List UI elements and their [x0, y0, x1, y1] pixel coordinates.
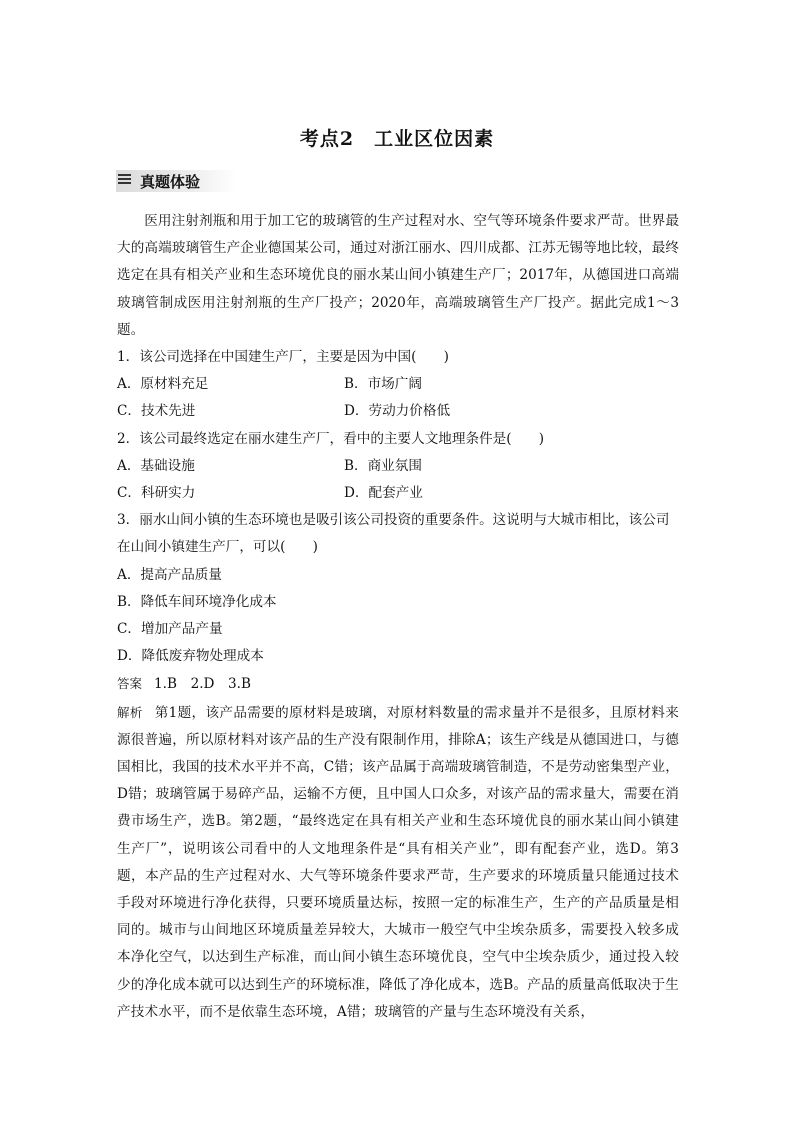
question-3: [117, 507, 679, 670]
question-stem: 3．丽水山间小镇的生态环境也是吸引该公司投资的重要条件。这说明与大城市相比，该公司在山间小镇建生产厂，可以( ): [117, 512, 670, 556]
options: [117, 453, 679, 507]
explanation-text: 第1题，该产品需要的原材料是玻璃，对原材料数量的需求量并不是很多，且原材料来源很普遍，所以原材料对该产品的生产没有限制作用，排除A；该生产线是从德国进口，与德国相比，我国的技术水平并不高，C错；该产品属于高端玻璃管制造，不是劳动密集型产业，D错；玻璃管属于易碎产品，运输不方便，且中国人口众多，对该产品的需求量大，需要在消费市场生产，选B。第2题，“最终选定在具有相关产业和生态环境优良的丽水某山间小镇建生产厂”，说明该公司看中的人文地理条件是“具有相关产业”，即有配套产业，选D。第3题，本产品的生产过程对水、大气等环境条件要求严苛，生产要求的环境质量只能通过技术手段对环境进行净化获得，只要环境质量达标，按照一定的标准生产，生产的产品质量是相同的。城市与山间地区环境质量差异较大，大城市一般空气中尘埃杂质多，需要投入较多成本净化空气，以达到生产标准，而山间小镇生态环境优良，空气中尘埃杂质少，通过投入较少的净化成本就可以达到生产的环境标准，降低了净化成本，选B。产品的质量高低取决于生产技术水平，而不是依靠生态环境，A错；玻璃管的产量与生态环境没有关系，: [117, 704, 679, 1020]
option-c: C．技术先进: [117, 403, 196, 420]
option-c: C．增加产品产量: [117, 621, 223, 638]
content-body: [117, 208, 679, 1026]
question-1: [117, 344, 679, 426]
option-d: D．配套产业: [344, 485, 423, 502]
answer-text: 1.B 2.D 3.B: [154, 676, 251, 693]
options: [117, 371, 679, 425]
question-2: [117, 426, 679, 508]
answer-label: 答案: [117, 676, 143, 692]
option-d: D．劳动力价格低: [344, 403, 451, 420]
explanation: [117, 699, 679, 1026]
explanation-label: 解析: [117, 704, 143, 720]
option-b: B．商业氛围: [344, 457, 422, 474]
option-b: B．降低车间环境净化成本: [117, 593, 277, 610]
question-stem: 1．该公司选择在中国建生产厂，主要是因为中国( ): [117, 349, 449, 366]
list-icon: [118, 174, 131, 188]
option-c: C．科研实力: [117, 485, 196, 502]
options: [117, 562, 679, 671]
option-a: A．提高产品质量: [117, 566, 222, 583]
answer-line: [117, 670, 679, 698]
passage: 医用注射剂瓶和用于加工它的玻璃管的生产过程对水、空气等环境条件要求严苛。世界最大的高端玻璃管生产企业德国某公司，通过对浙江丽水、四川成都、江苏无锡等地比较，最终选定在具有相关产业和生态环境优良的丽水某山间小镇建生产厂；2017年，从德国进口高端玻璃管制成医用注射剂瓶的生产厂投产；2020年，高端玻璃管生产厂投产。据此完成1～3题。: [117, 213, 679, 338]
page-title: 考点2 工业区位因素: [299, 128, 495, 150]
section-header: [116, 170, 236, 192]
option-d: D．降低废弃物处理成本: [117, 648, 264, 665]
section-label: 真题体验: [140, 173, 201, 191]
option-a: A．基础设施: [117, 457, 195, 474]
option-a: A．原材料充足: [117, 376, 209, 393]
option-b: B．市场广阔: [344, 376, 422, 393]
question-stem: 2．该公司最终选定在丽水建生产厂，看中的主要人文地理条件是( ): [117, 430, 545, 447]
